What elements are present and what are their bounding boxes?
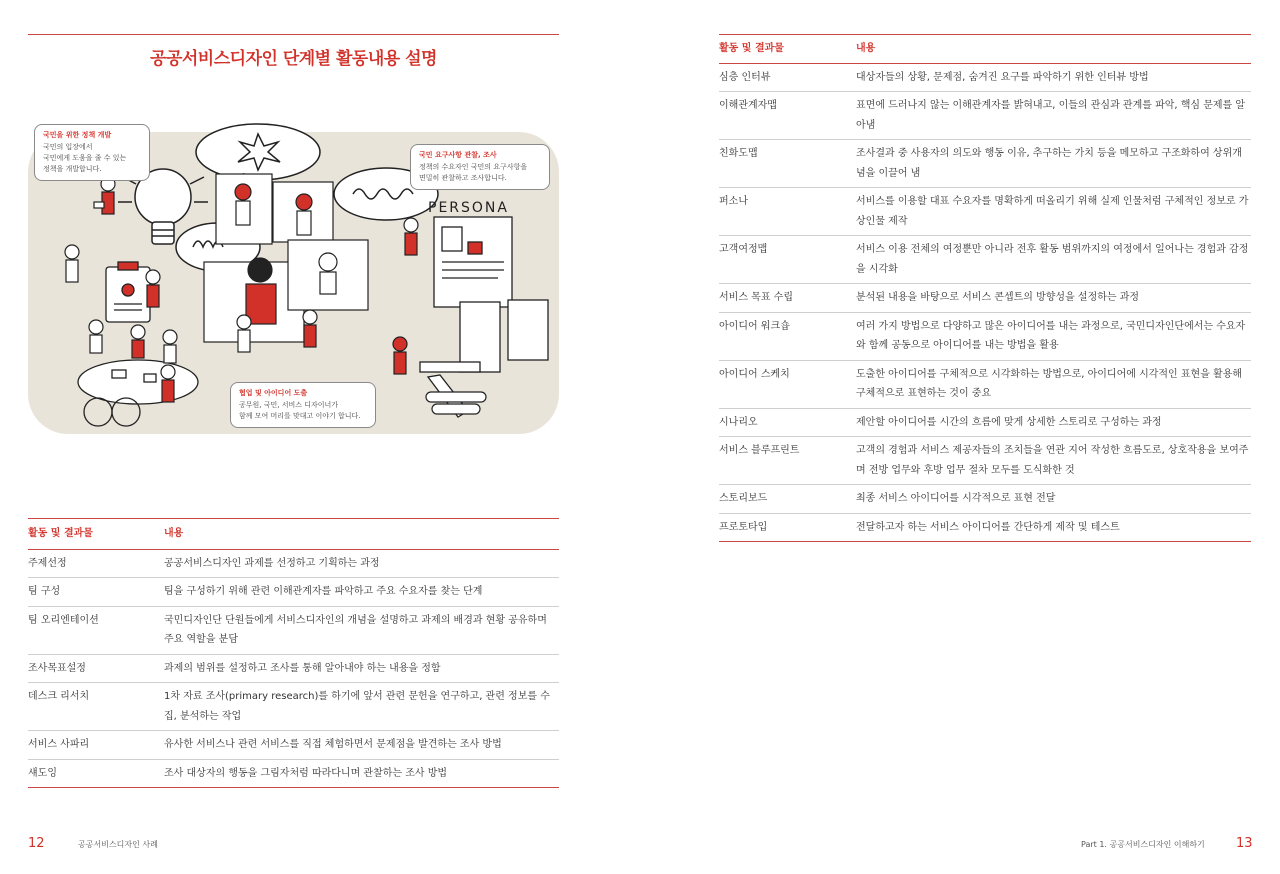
row-activity: 스토리보드 xyxy=(719,493,768,504)
callout-line: 정책을 개발합니다. xyxy=(43,165,102,173)
row-activity: 시나리오 xyxy=(719,416,758,428)
left-page xyxy=(28,0,559,874)
row-description: 서비스를 이용할 대표 수요자를 명확하게 떠올리기 위해 실제 인물처럼 구체적인 정보로 가상인물 제작 xyxy=(856,196,1249,227)
row-description: 최종 서비스 아이디어를 시각적으로 표현 전달 xyxy=(856,493,1056,504)
callout-heading: 협업 및 아이디어 도출 xyxy=(239,389,308,397)
callout-line: 함께 모여 머리를 맞대고 이야기 합니다. xyxy=(239,412,361,420)
row-description: 조사결과 중 사용자의 의도와 행동 이유, 추구하는 가치 등을 메모하고 구조화하여 상위개념을 이끌어 냄 xyxy=(856,148,1242,179)
row-activity: 프로토타입 xyxy=(719,521,768,533)
row-description: 유사한 서비스나 관련 서비스를 직접 체험하면서 문제점을 발견하는 조사 방법 xyxy=(164,739,502,750)
table-row xyxy=(719,284,1251,313)
row-description: 제안할 아이디어를 시간의 흐름에 맞게 상세한 스토리로 구성하는 과정 xyxy=(856,416,1162,428)
callout-line: 정책의 수요자인 국민의 요구사항을 xyxy=(419,163,528,171)
table-row xyxy=(719,92,1251,140)
row-description: 도출한 아이디어를 구체적으로 시각화하는 방법으로, 아이디어에 시각적인 표현을 활용해 구체적으로 표현하는 것이 중요 xyxy=(856,368,1243,399)
row-activity: 친화도맵 xyxy=(719,148,758,159)
row-description: 전달하고자 하는 서비스 아이디어를 간단하게 제작 및 테스트 xyxy=(856,521,1120,533)
row-activity: 심층 인터뷰 xyxy=(719,71,771,83)
activity-table-right xyxy=(719,34,1251,542)
row-description: 표면에 드러나지 않는 이해관계자를 밝혀내고, 이들의 관심과 관계를 파악, 핵심 문제를 알아냄 xyxy=(856,100,1246,131)
table-row xyxy=(719,437,1251,485)
table-row xyxy=(719,409,1251,438)
table-row xyxy=(28,578,559,607)
row-description: 여러 가지 방법으로 다양하고 많은 아이디어를 내는 과정으로, 국민디자인단에서는 수요자와 함께 공동으로 아이디어를 내는 방법을 활용 xyxy=(856,320,1246,351)
header-content: 내용 xyxy=(856,43,876,54)
footer-section-left: 공공서비스디자인 사례 xyxy=(78,840,158,849)
page-number-left: 12 xyxy=(28,836,45,851)
table-row xyxy=(719,140,1251,188)
row-activity: 주제선정 xyxy=(28,557,67,569)
row-activity: 아이디어 워크숍 xyxy=(719,320,790,332)
row-description: 1차 자료 조사(primary research)를 하기에 앞서 관련 문헌을 연구하고, 관련 정보를 수집, 분석하는 작업 xyxy=(164,691,550,722)
callout-line: 국민의 입장에서 xyxy=(43,143,93,151)
callout-line: 공무원, 국민, 서비스 디자이너가 xyxy=(239,401,339,409)
row-description: 과제의 범위를 설정하고 조사를 통해 알아내야 하는 내용을 정함 xyxy=(164,662,441,674)
row-activity: 퍼소나 xyxy=(719,196,748,207)
row-activity: 섀도잉 xyxy=(28,767,57,779)
callout-line: 국민에게 도움을 줄 수 있는 xyxy=(43,154,127,162)
page-title: 공공서비스디자인 단계별 활동내용 설명 xyxy=(150,49,437,69)
persona-label: PERSONA xyxy=(428,200,509,216)
table-row xyxy=(719,485,1251,514)
table-row xyxy=(719,361,1251,409)
page-number-right: 13 xyxy=(1236,836,1253,851)
row-description: 대상자들의 상황, 문제점, 숨겨진 요구를 파악하기 위한 인터뷰 방법 xyxy=(856,71,1149,83)
row-activity: 서비스 목표 수립 xyxy=(719,292,793,303)
callout-line: 면밀히 관찰하고 조사합니다. xyxy=(419,174,507,182)
callout-collaboration xyxy=(230,382,376,428)
right-page xyxy=(719,0,1251,874)
table-row xyxy=(28,550,559,579)
row-description: 공공서비스디자인 과제를 선정하고 기획하는 과정 xyxy=(164,557,380,569)
table-row xyxy=(28,731,559,760)
row-activity: 아이디어 스케치 xyxy=(719,368,790,380)
row-activity: 서비스 블루프린트 xyxy=(719,445,800,456)
table-row xyxy=(719,64,1251,93)
table-row xyxy=(28,607,559,655)
activity-table-left xyxy=(28,518,559,788)
illustration xyxy=(28,122,559,434)
row-description: 고객의 경험과 서비스 제공자들의 조치들을 연관 지어 작성한 흐름도로, 상호작용을 보여주며 전방 업무와 후방 업무 절차 모두를 도식화한 것 xyxy=(856,445,1249,476)
title-rule xyxy=(28,34,559,35)
table-row xyxy=(719,514,1251,542)
row-description: 조사 대상자의 행동을 그림자처럼 따라다니며 관찰하는 조사 방법 xyxy=(164,767,448,779)
table-row xyxy=(719,236,1251,284)
footer-section-right: Part 1. 공공서비스디자인 이해하기 xyxy=(1081,840,1205,849)
table-row xyxy=(28,760,559,788)
row-activity: 서비스 사파리 xyxy=(28,739,90,750)
table-row xyxy=(28,655,559,684)
header-activity: 활동 및 결과물 xyxy=(719,43,784,54)
table-row xyxy=(719,188,1251,236)
row-description: 팀을 구성하기 위해 관련 이해관계자를 파악하고 주요 수요자를 찾는 단계 xyxy=(164,586,483,597)
table-header xyxy=(28,519,559,550)
row-description: 국민디자인단 단원들에게 서비스디자인의 개념을 설명하고 과제의 배경과 현황 공유하며 주요 역할을 분담 xyxy=(164,614,547,645)
row-description: 분석된 내용을 바탕으로 서비스 콘셉트의 방향성을 설정하는 과정 xyxy=(856,292,1140,303)
row-activity: 조사목표설정 xyxy=(28,662,86,674)
callout-heading: 국민을 위한 정책 개발 xyxy=(43,131,112,139)
row-description: 서비스 이용 전체의 여정뿐만 아니라 전후 활동 범위까지의 여정에서 일어나는 경험과 감정을 시각화 xyxy=(856,244,1249,275)
clipboard-icon xyxy=(106,262,150,322)
row-activity: 팀 구성 xyxy=(28,586,61,597)
table-row xyxy=(28,683,559,731)
table-row xyxy=(719,313,1251,361)
header-activity: 활동 및 결과물 xyxy=(28,528,93,539)
table-header xyxy=(719,35,1251,64)
row-activity: 고객여정맵 xyxy=(719,244,768,255)
callout-heading: 국민 요구사항 관찰, 조사 xyxy=(419,151,497,159)
callout-needs-research xyxy=(410,144,550,190)
callout-policy-development xyxy=(34,124,150,181)
row-activity: 팀 오리엔테이션 xyxy=(28,614,99,626)
row-activity: 이해관계자맵 xyxy=(719,100,777,111)
row-activity: 데스크 리서치 xyxy=(28,691,90,702)
header-content: 내용 xyxy=(164,528,184,539)
